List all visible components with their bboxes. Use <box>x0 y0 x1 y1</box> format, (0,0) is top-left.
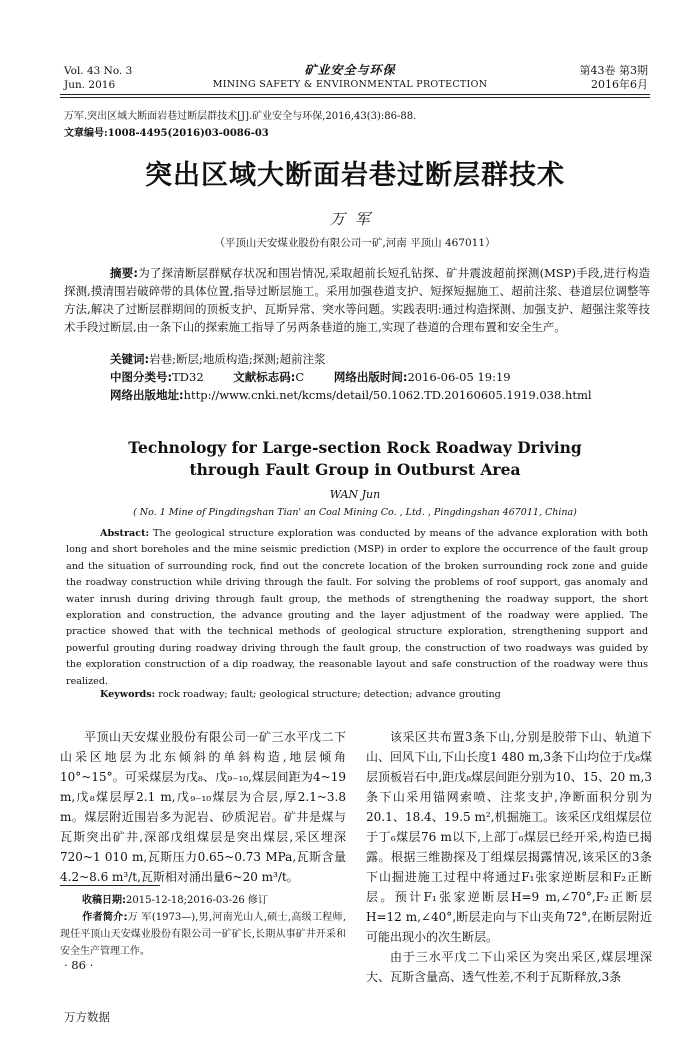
clc-item <box>110 368 204 386</box>
journal-name-en: MINING SAFETY & ENVIRONMENTAL PROTECTION <box>212 79 488 90</box>
bio-value: 万 军(1973—),男,河南光山人,硕士,高级工程师,现任平顶山天安煤业股份有限公司一矿矿长,长期从事矿井开采和安全生产管理工作。 <box>60 912 347 957</box>
footnote-bio <box>60 909 346 960</box>
header-vol-cn: 第43卷 第3期 <box>579 64 648 77</box>
pub-time-label: 网络出版时间: <box>333 370 408 384</box>
body-paragraph: 由于三水平戊二下山采区为突出采区,煤层埋深大、瓦斯含量高、透气性差,不利于瓦斯释放,3条 <box>366 950 652 984</box>
footnote <box>60 892 346 960</box>
bio-label: 作者简介: <box>82 912 128 923</box>
header-rule-bottom <box>60 97 650 98</box>
clc-value: TD32 <box>172 370 204 384</box>
footnote-rule <box>60 885 160 886</box>
keywords-cn-text: 岩巷;断层;地质构造;探测;超前注浆 <box>149 352 326 366</box>
abstract-en <box>66 526 648 690</box>
online-url[interactable]: http://www.cnki.net/kcms/detail/50.1062.TD.20160605.1919.038.html <box>183 388 592 402</box>
affiliation-cn: （平顶山天安煤业股份有限公司一矿,河南 平顶山 467011） <box>214 237 496 249</box>
keywords-en <box>100 688 650 702</box>
footnote-received <box>60 892 346 909</box>
abstract-cn <box>64 264 650 336</box>
online-url-row <box>110 386 650 404</box>
keywords-en-label: Keywords: <box>100 689 156 700</box>
keywords-en-text: rock roadway; fault; geological structure; detection; advance grouting <box>158 689 501 700</box>
doc-code-value: C <box>295 370 305 384</box>
header-volume-en <box>64 64 174 92</box>
received-label: 收稿日期: <box>82 895 126 906</box>
page-number: · 86 · <box>64 958 94 972</box>
url-label: 网络出版地址: <box>110 388 184 402</box>
abstract-en-text: The geological structure exploration was conducted by means of the advance exploration with both long and short boreholes and the mine seismic prediction (MSP) in order to explore the occurrence of the fault group and the situation of surrounding rock, find out the concrete location of the broken surrounding rock zone and guide the roadway construction while driving through the fault. For solving the problems of roof support, gas anomaly and water inrush during driving through fault group, the methods of strengthening the roadway support, the short exploration and construction, the advance grouting and the layer adjustment of the roadway were applied. The practice showed that with the technical methods of geological structure exploration, strengthening support and powerful grouting during roadway driving through the fault group, the construction of two roadways was guided by the exploration construction of a dip roadway, the reasonable layout and safe construction of the roadway were thus realized. <box>66 528 648 687</box>
author-en: WAN Jun <box>329 488 381 501</box>
header-volume-cn <box>508 64 648 92</box>
body-paragraph: 该采区共布置3条下山,分别是胶带下山、轨道下山、回风下山,下山长度1 480 m,3条下山均位于戊₈煤层顶板岩石中,距戊₈煤层间距分别为10、15、20 m,3条下山采用锚网索喷、注浆支护,净断面积分别为20.1、18.4、19.5 m²,机掘施工。该采区戊组煤层位于丁₆煤层76 m以下,上部丁₆煤层已经开采,构造已揭露。根据三维勘探及丁组煤层揭露情况,该采区的3条下山掘进施工过程中将通过F₁张家逆断层和F₂正断层。预计F₁张家逆断层H=9 m,∠70°,F₂正断层H=12 m,∠40°,断层走向与下山夹角72°,在断层附近可能出现小的次生断层。 <box>366 730 652 944</box>
pub-time-item <box>334 368 511 386</box>
abstract-cn-label: 摘要: <box>110 266 138 280</box>
keywords-cn-label: 关键词: <box>110 352 150 366</box>
abstract-en-label: Abstract: <box>100 528 150 539</box>
header-vol-en: Vol. 43 No. 3 <box>64 65 133 77</box>
header-date-cn: 2016年6月 <box>591 78 648 91</box>
title-en: Technology for Large-section Rock Roadway Driving through Fault Group in Outburst Area <box>128 438 582 479</box>
body-paragraph: 平顶山天安煤业股份有限公司一矿三水平戊二下山采区地层为北东倾斜的单斜构造,地层倾角10°~15°。可采煤层为戊₈、戊₉₋₁₀,煤层间距为4~19 m,戊₈煤层厚2.1 m,戊₉₋₁₀煤层为合层,厚2.1~3.8 m。煤层附近围岩多为泥岩、砂质泥岩。矿井是煤与瓦斯突出矿井,深部戊组煤层是突出煤层,采区埋深720~1 010 m,瓦斯压力0.65~0.73 MPa,瓦斯含量4.2~8.6 m³/t,瓦斯相对涌出量6~20 m³/t。 <box>60 730 346 884</box>
journal-name-cn: 矿业安全与环保 <box>304 63 396 77</box>
affiliation-en: ( No. 1 Mine of Pingdingshan Tian' an Coal Mining Co. , Ltd. , Pingdingshan 467011, China) <box>133 507 577 518</box>
citation-line: 万军.突出区域大断面岩巷过断层群技术[J].矿业安全与环保,2016,43(3):86-88. <box>64 111 417 122</box>
body-column-right <box>366 727 652 987</box>
pub-time-value: 2016-06-05 19:19 <box>407 370 511 384</box>
article-number: 文章编号:1008-4495(2016)03-0086-03 <box>64 128 269 139</box>
clc-label: 中图分类号: <box>110 370 173 384</box>
abstract-cn-text: 为了探清断层群赋存状况和围岩情况,采取超前长短孔钻探、矿井震波超前探测(MSP)手段,进行构造探测,摸清围岩破碎带的具体位置,指导过断层施工。采用加强巷道支护、短探短掘施工、超前注浆、巷道层位调整等方法,解决了过断层群期间的顶板支护、瓦斯异常、突水等问题。实践表明:通过构造探测、加强支护、超强注浆等技术手段过断层,由一条下山的探索施工指导了另两条巷道的施工,实现了巷道的合理布置和安全生产。 <box>64 266 651 334</box>
doc-code-item <box>233 368 304 386</box>
doc-code-label: 文献标志码: <box>233 370 296 384</box>
classification-row <box>110 368 650 386</box>
keywords-cn <box>110 350 650 368</box>
header-rule-top <box>60 94 650 95</box>
watermark: 万方数据 <box>64 1010 110 1024</box>
author-cn: 万军 <box>329 210 380 228</box>
title-cn: 突出区域大断面岩巷过断层群技术 <box>145 160 565 191</box>
header-journal <box>200 62 500 91</box>
body-column-left <box>60 727 346 887</box>
received-value: 2015-12-18;2016-03-26 修订 <box>126 895 268 906</box>
header-date-en: Jun. 2016 <box>64 79 116 91</box>
